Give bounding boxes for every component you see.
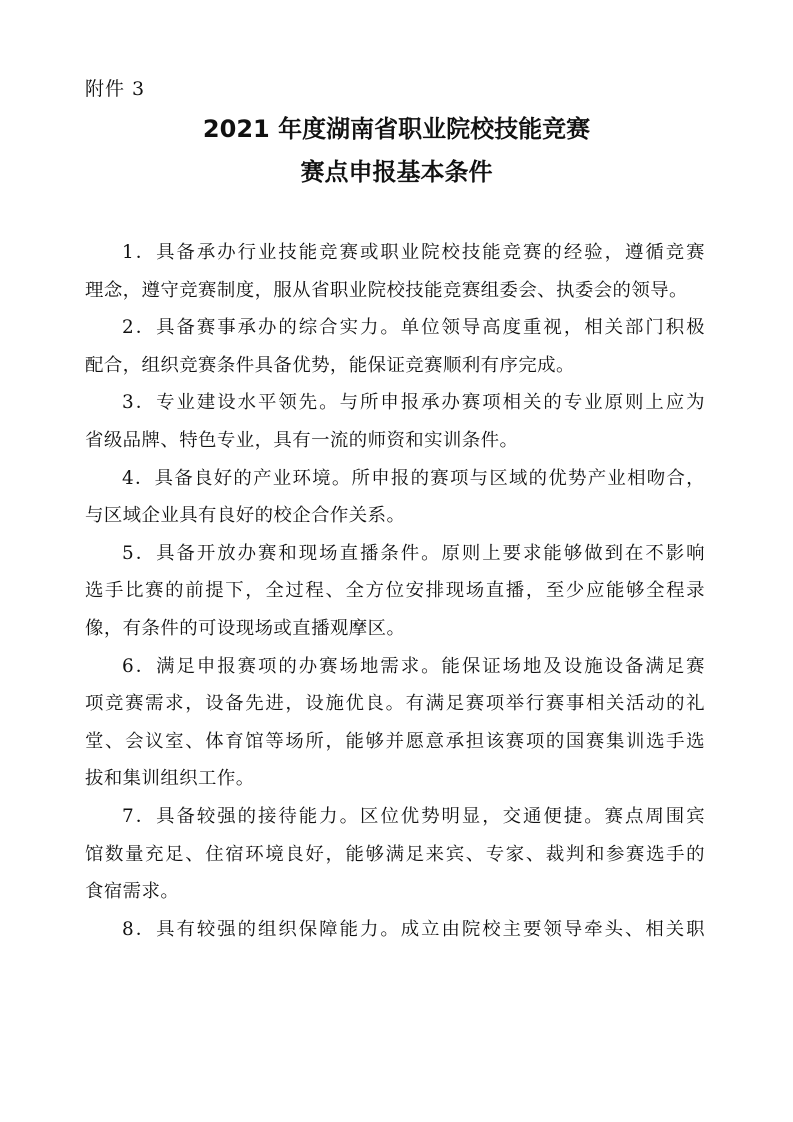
paragraph-4 xyxy=(85,460,705,535)
paragraph-line: 理念，遵守竞赛制度，服从省职业院校技能竞赛组委会、执委会的领导。 xyxy=(85,279,688,301)
paragraph-line: 项竞赛需求，设备先进，设施优良。有满足赛项举行赛事相关活动的礼 xyxy=(85,693,705,715)
paragraph-line: 拔和集训组织工作。 xyxy=(85,768,255,790)
paragraph-line: 6．满足申报赛项的办赛场地需求。能保证场地及设施设备满足赛 xyxy=(122,655,705,677)
paragraph-line: 5．具备开放办赛和现场直播条件。原则上要求能够做到在不影响 xyxy=(122,542,705,564)
paragraph-line: 7．具备较强的接待能力。区位优势明显，交通便捷。赛点周围宾 xyxy=(122,805,705,827)
paragraph-1 xyxy=(85,234,705,309)
document-title-line-2: 赛点申报基本条件 xyxy=(300,158,493,186)
paragraph-line: 2．具备赛事承办的综合实力。单位领导高度重视，相关部门积极 xyxy=(122,317,705,339)
paragraph-line: 选手比赛的前提下，全过程、全方位安排现场直播，至少应能够全程录 xyxy=(85,580,705,602)
paragraph-line: 配合，组织竞赛条件具备优势，能保证竞赛顺利有序完成。 xyxy=(85,354,575,376)
paragraph-line: 堂、会议室、体育馆等场所，能够并愿意承担该赛项的国赛集训选手选 xyxy=(85,730,705,752)
paragraph-line: 与区域企业具有良好的校企合作关系。 xyxy=(85,505,406,527)
paragraph-line: 食宿需求。 xyxy=(85,881,180,903)
paragraph-5 xyxy=(85,535,705,648)
paragraph-2 xyxy=(85,309,705,384)
paragraph-line: 8．具有较强的组织保障能力。成立由院校主要领导牵头、相关职 xyxy=(122,918,705,940)
paragraph-7 xyxy=(85,798,705,911)
paragraph-line: 省级品牌、特色专业，具有一流的师资和实训条件。 xyxy=(85,429,519,451)
document-title-line-1: 2021 年度湖南省职业院校技能竞赛 xyxy=(202,115,591,143)
paragraph-3 xyxy=(85,384,705,459)
paragraph-line: 像，有条件的可设现场或直播观摩区。 xyxy=(85,617,406,639)
paragraph-line: 4．具备良好的产业环境。所申报的赛项与区域的优势产业相吻合， xyxy=(122,467,705,489)
paragraph-line: 3．专业建设水平领先。与所申报承办赛项相关的专业原则上应为 xyxy=(122,392,705,414)
document-body xyxy=(85,234,705,948)
attachment-label: 附件 3 xyxy=(85,78,146,100)
paragraph-line: 1．具备承办行业技能竞赛或职业院校技能竞赛的经验，遵循竞赛 xyxy=(122,242,705,263)
paragraph-6 xyxy=(85,648,705,798)
paragraph-line: 馆数量充足、住宿环境良好，能够满足来宾、专家、裁判和参赛选手的 xyxy=(85,843,705,865)
paragraph-8 xyxy=(85,911,705,949)
